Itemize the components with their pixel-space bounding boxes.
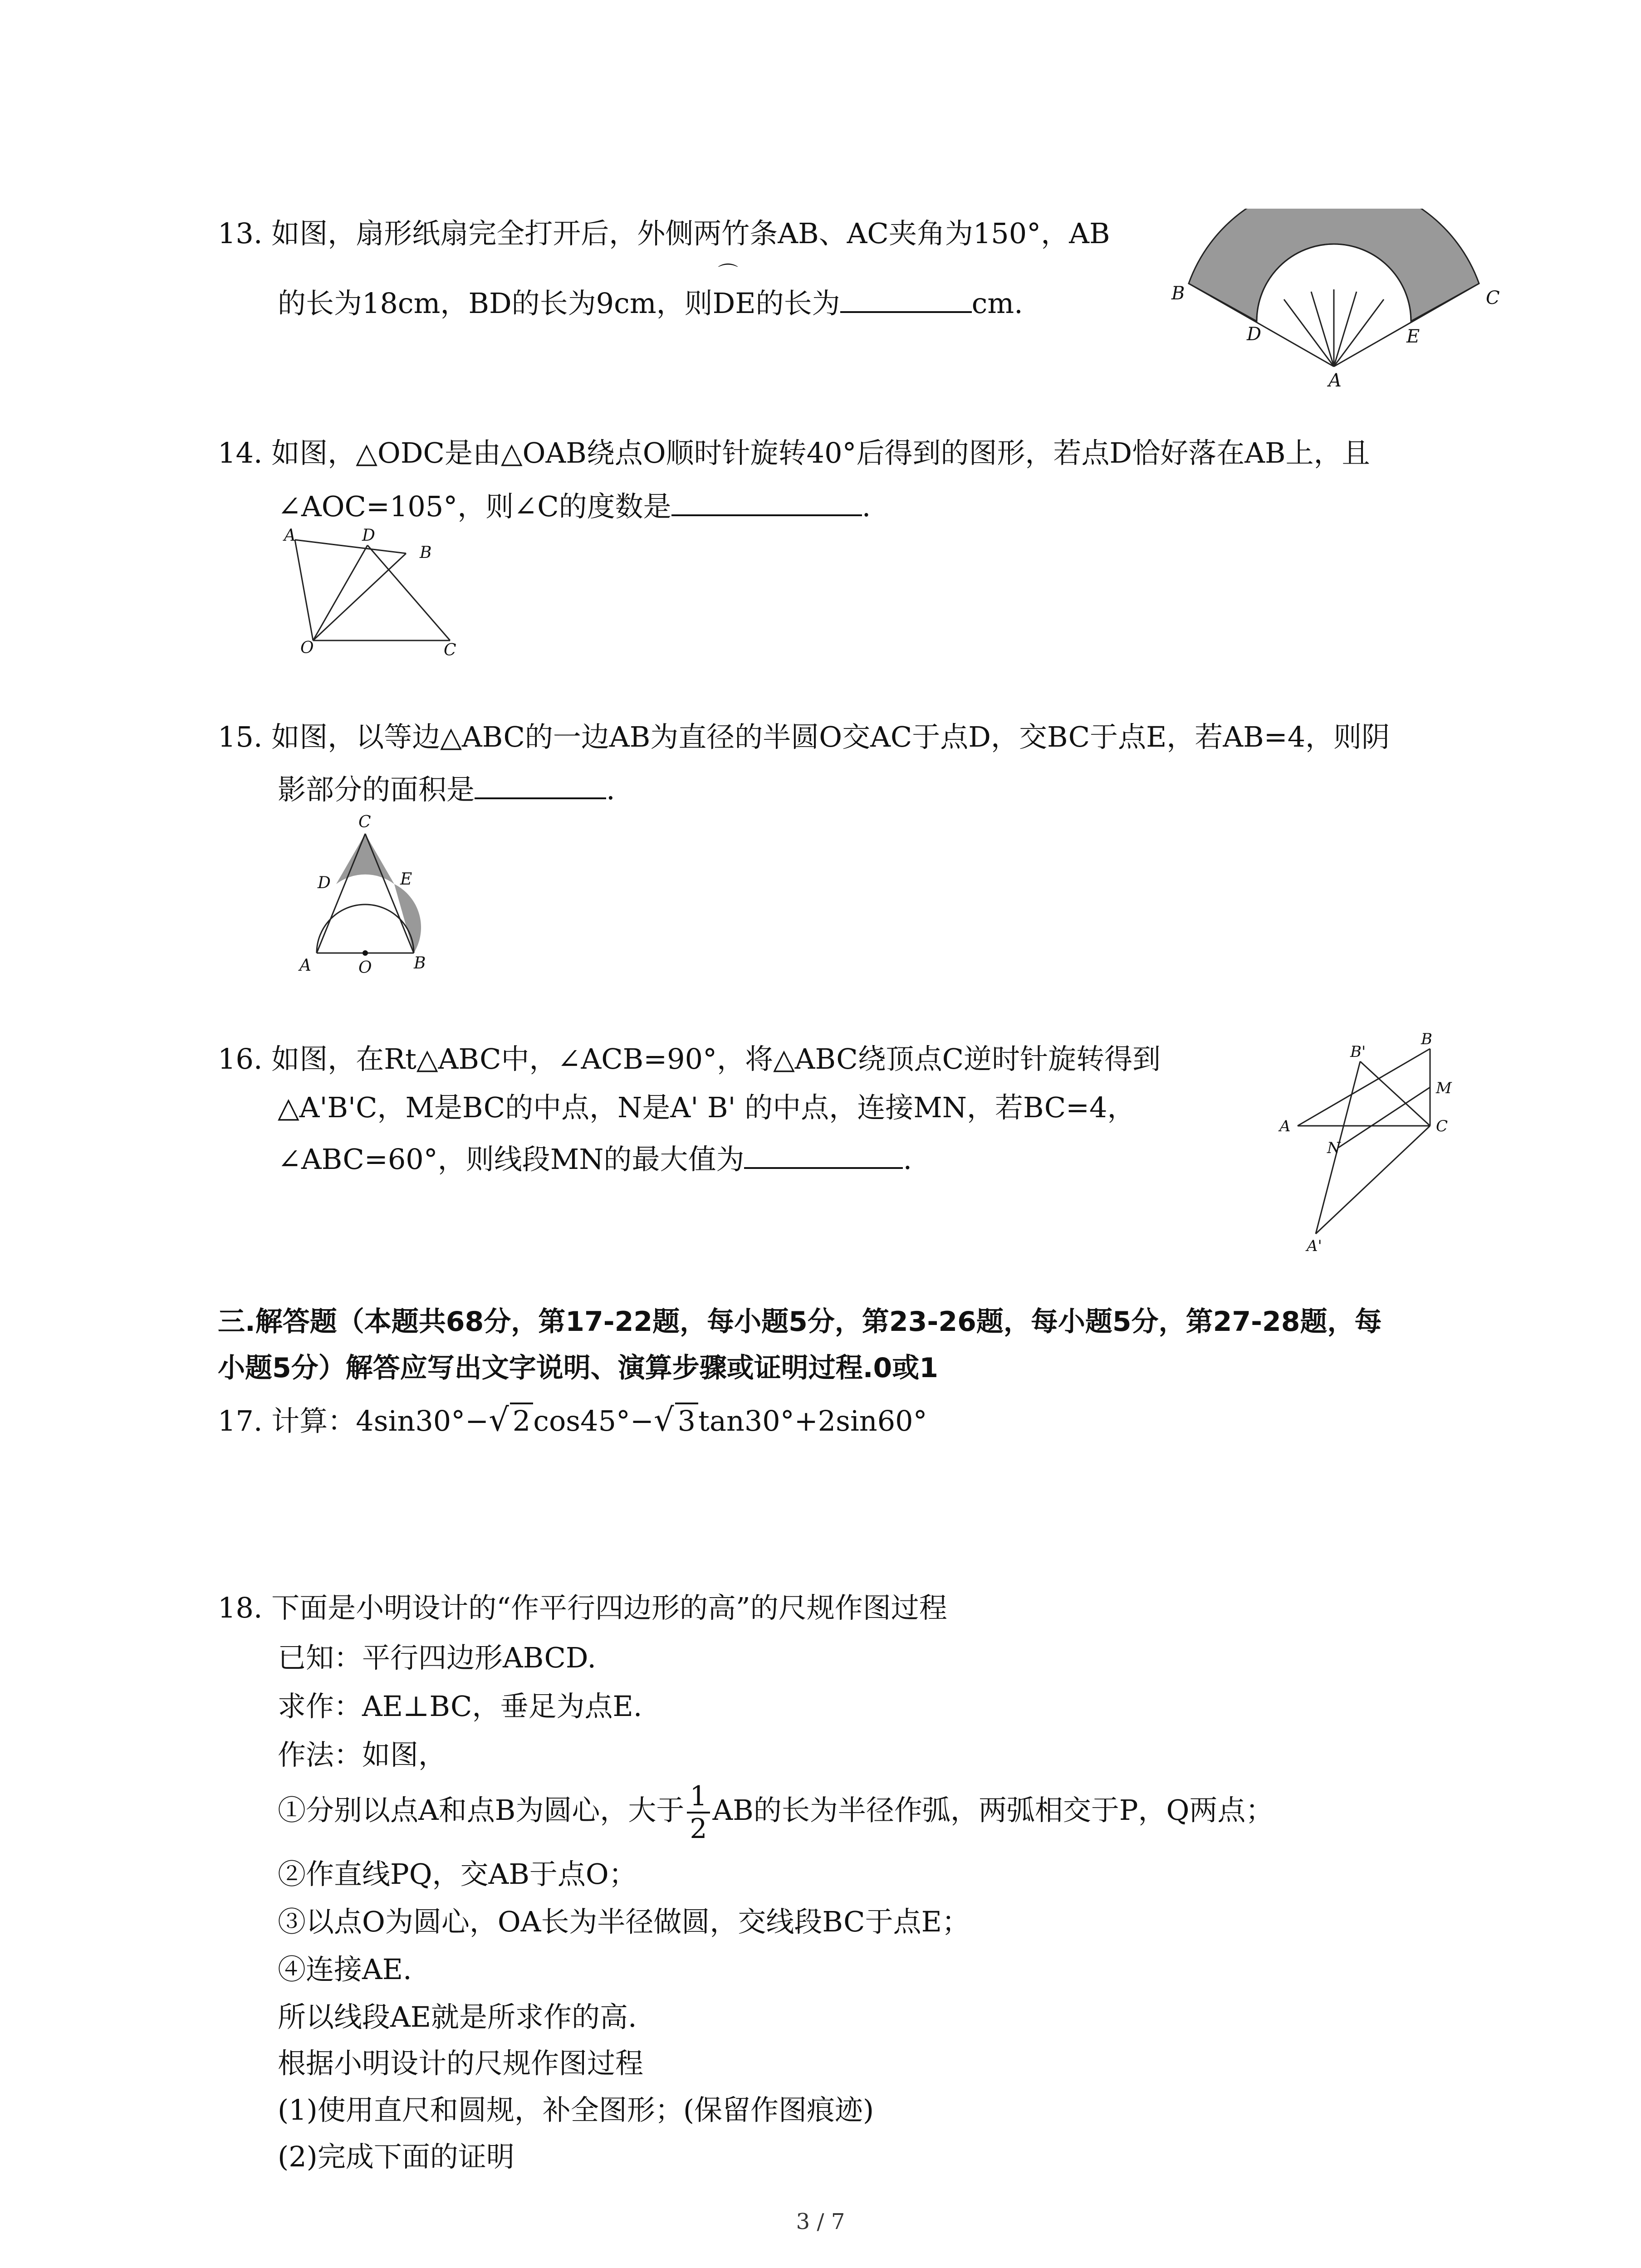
label-c: C bbox=[1486, 288, 1500, 308]
label-o: O bbox=[358, 958, 372, 977]
q15-line1: 15. 如图，以等边△ABC的一边AB为直径的半圆O交AC于点D，交BC于点E，若AB=4，则阴 bbox=[218, 720, 1390, 753]
label-a: A bbox=[1328, 370, 1342, 390]
q16-line1: 16. 如图，在Rt△ABC中，∠ACB=90°，将△ABC绕顶点C逆时针旋转得到 bbox=[218, 1042, 1161, 1075]
fan-figure bbox=[1161, 209, 1506, 390]
label-m: M bbox=[1436, 1079, 1452, 1097]
label-a: A bbox=[299, 956, 311, 975]
label-b-prime: B' bbox=[1350, 1043, 1366, 1061]
q13-answer-blank bbox=[840, 285, 972, 313]
page-number: 3 / 7 bbox=[796, 2209, 845, 2234]
label-c: C bbox=[358, 813, 371, 831]
q15-line2: 影部分的面积是 . bbox=[278, 771, 615, 807]
q16-answer-blank bbox=[744, 1141, 903, 1169]
label-n: N bbox=[1327, 1139, 1341, 1157]
rotation-figure-2 bbox=[1261, 1021, 1470, 1261]
section3-heading-line1: 三.解答题（本题共68分，第17-22题，每小题5分，第23-26题，每小题5分，第27-28题，每 bbox=[218, 1306, 1382, 1338]
q18-conclusion: 所以线段AE就是所求作的高. bbox=[278, 2000, 637, 2033]
label-c: C bbox=[1436, 1117, 1448, 1135]
q14-line2: ∠AOC=105°，则∠C的度数是 . bbox=[278, 488, 871, 523]
q16-line3: ∠ABC=60°，则线段MN的最大值为 . bbox=[278, 1141, 912, 1176]
q18-step1: ①分别以点A和点B为圆心，大于 $\frac{1}{2}$ AB的长为半径作弧，两弧相交于P，Q两点； bbox=[278, 1780, 1274, 1845]
label-d: D bbox=[362, 526, 375, 545]
rotation-figure bbox=[272, 522, 481, 662]
q18-seek: 求作：AE⊥BC，垂足为点E. bbox=[278, 1690, 642, 1723]
label-c: C bbox=[444, 641, 456, 660]
label-b: B bbox=[1171, 283, 1185, 304]
q18-task1: (1)使用直尺和圆规，补全图形；(保留作图痕迹) bbox=[278, 2093, 874, 2126]
q14-answer-blank bbox=[671, 488, 862, 516]
q18-step3: ③以点O为圆心，OA长为半径做圆，交线段BC于点E； bbox=[278, 1905, 970, 1938]
q15-answer-blank bbox=[475, 771, 606, 799]
semicircle-figure bbox=[272, 812, 463, 984]
label-d: D bbox=[318, 874, 331, 892]
label-d: D bbox=[1247, 324, 1262, 345]
q18-basis: 根据小明设计的尺规作图过程 bbox=[278, 2047, 644, 2080]
label-b: B bbox=[1421, 1030, 1432, 1048]
label-b: B bbox=[414, 954, 426, 973]
label-e: E bbox=[1406, 326, 1420, 347]
q18-step4: ④连接AE. bbox=[278, 1953, 412, 1986]
section3-heading-line2: 小题5分）解答应写出文字说明、演算步骤或证明过程.0或1 bbox=[218, 1352, 939, 1384]
q18-title: 18. 下面是小明设计的“作平行四边形的高”的尺规作图过程 bbox=[218, 1591, 947, 1624]
q16-line2: △A'B'C，M是BC的中点，N是A' B' 的中点，连接MN，若BC=4， bbox=[278, 1091, 1136, 1124]
q14-line1: 14. 如图，△ODC是由△OAB绕点O顺时针旋转40°后得到的图形，若点D恰好落在AB上，且 bbox=[218, 436, 1370, 469]
q13-line1: 13. 如图，扇形纸扇完全打开后，外侧两竹条AB、AC夹角为150°，AB bbox=[218, 217, 1110, 250]
label-e: E bbox=[400, 870, 412, 889]
label-a-prime: A' bbox=[1307, 1237, 1322, 1255]
label-b: B bbox=[420, 543, 432, 562]
q18-task2: (2)完成下面的证明 bbox=[278, 2140, 514, 2173]
q18-step2: ②作直线PQ，交AB于点O； bbox=[278, 1857, 637, 1891]
q18-method: 作法：如图， bbox=[278, 1738, 447, 1771]
label-o: O bbox=[300, 639, 314, 657]
fraction-half: $\frac{1}{2}$ bbox=[687, 1783, 710, 1843]
label-a: A bbox=[284, 526, 296, 545]
q17-line: 17. 计算：4sin30°−√ 2cos45°−√ 3tan30°+2sin60° bbox=[218, 1401, 927, 1438]
arc-de: ⌒ DE bbox=[713, 287, 756, 320]
label-a: A bbox=[1279, 1117, 1291, 1135]
q18-known: 已知：平行四边形ABCD. bbox=[278, 1641, 597, 1674]
q13-line2: 的长为18cm，BD的长为9cm，则⌒ DE的长为 cm. bbox=[278, 285, 1023, 320]
